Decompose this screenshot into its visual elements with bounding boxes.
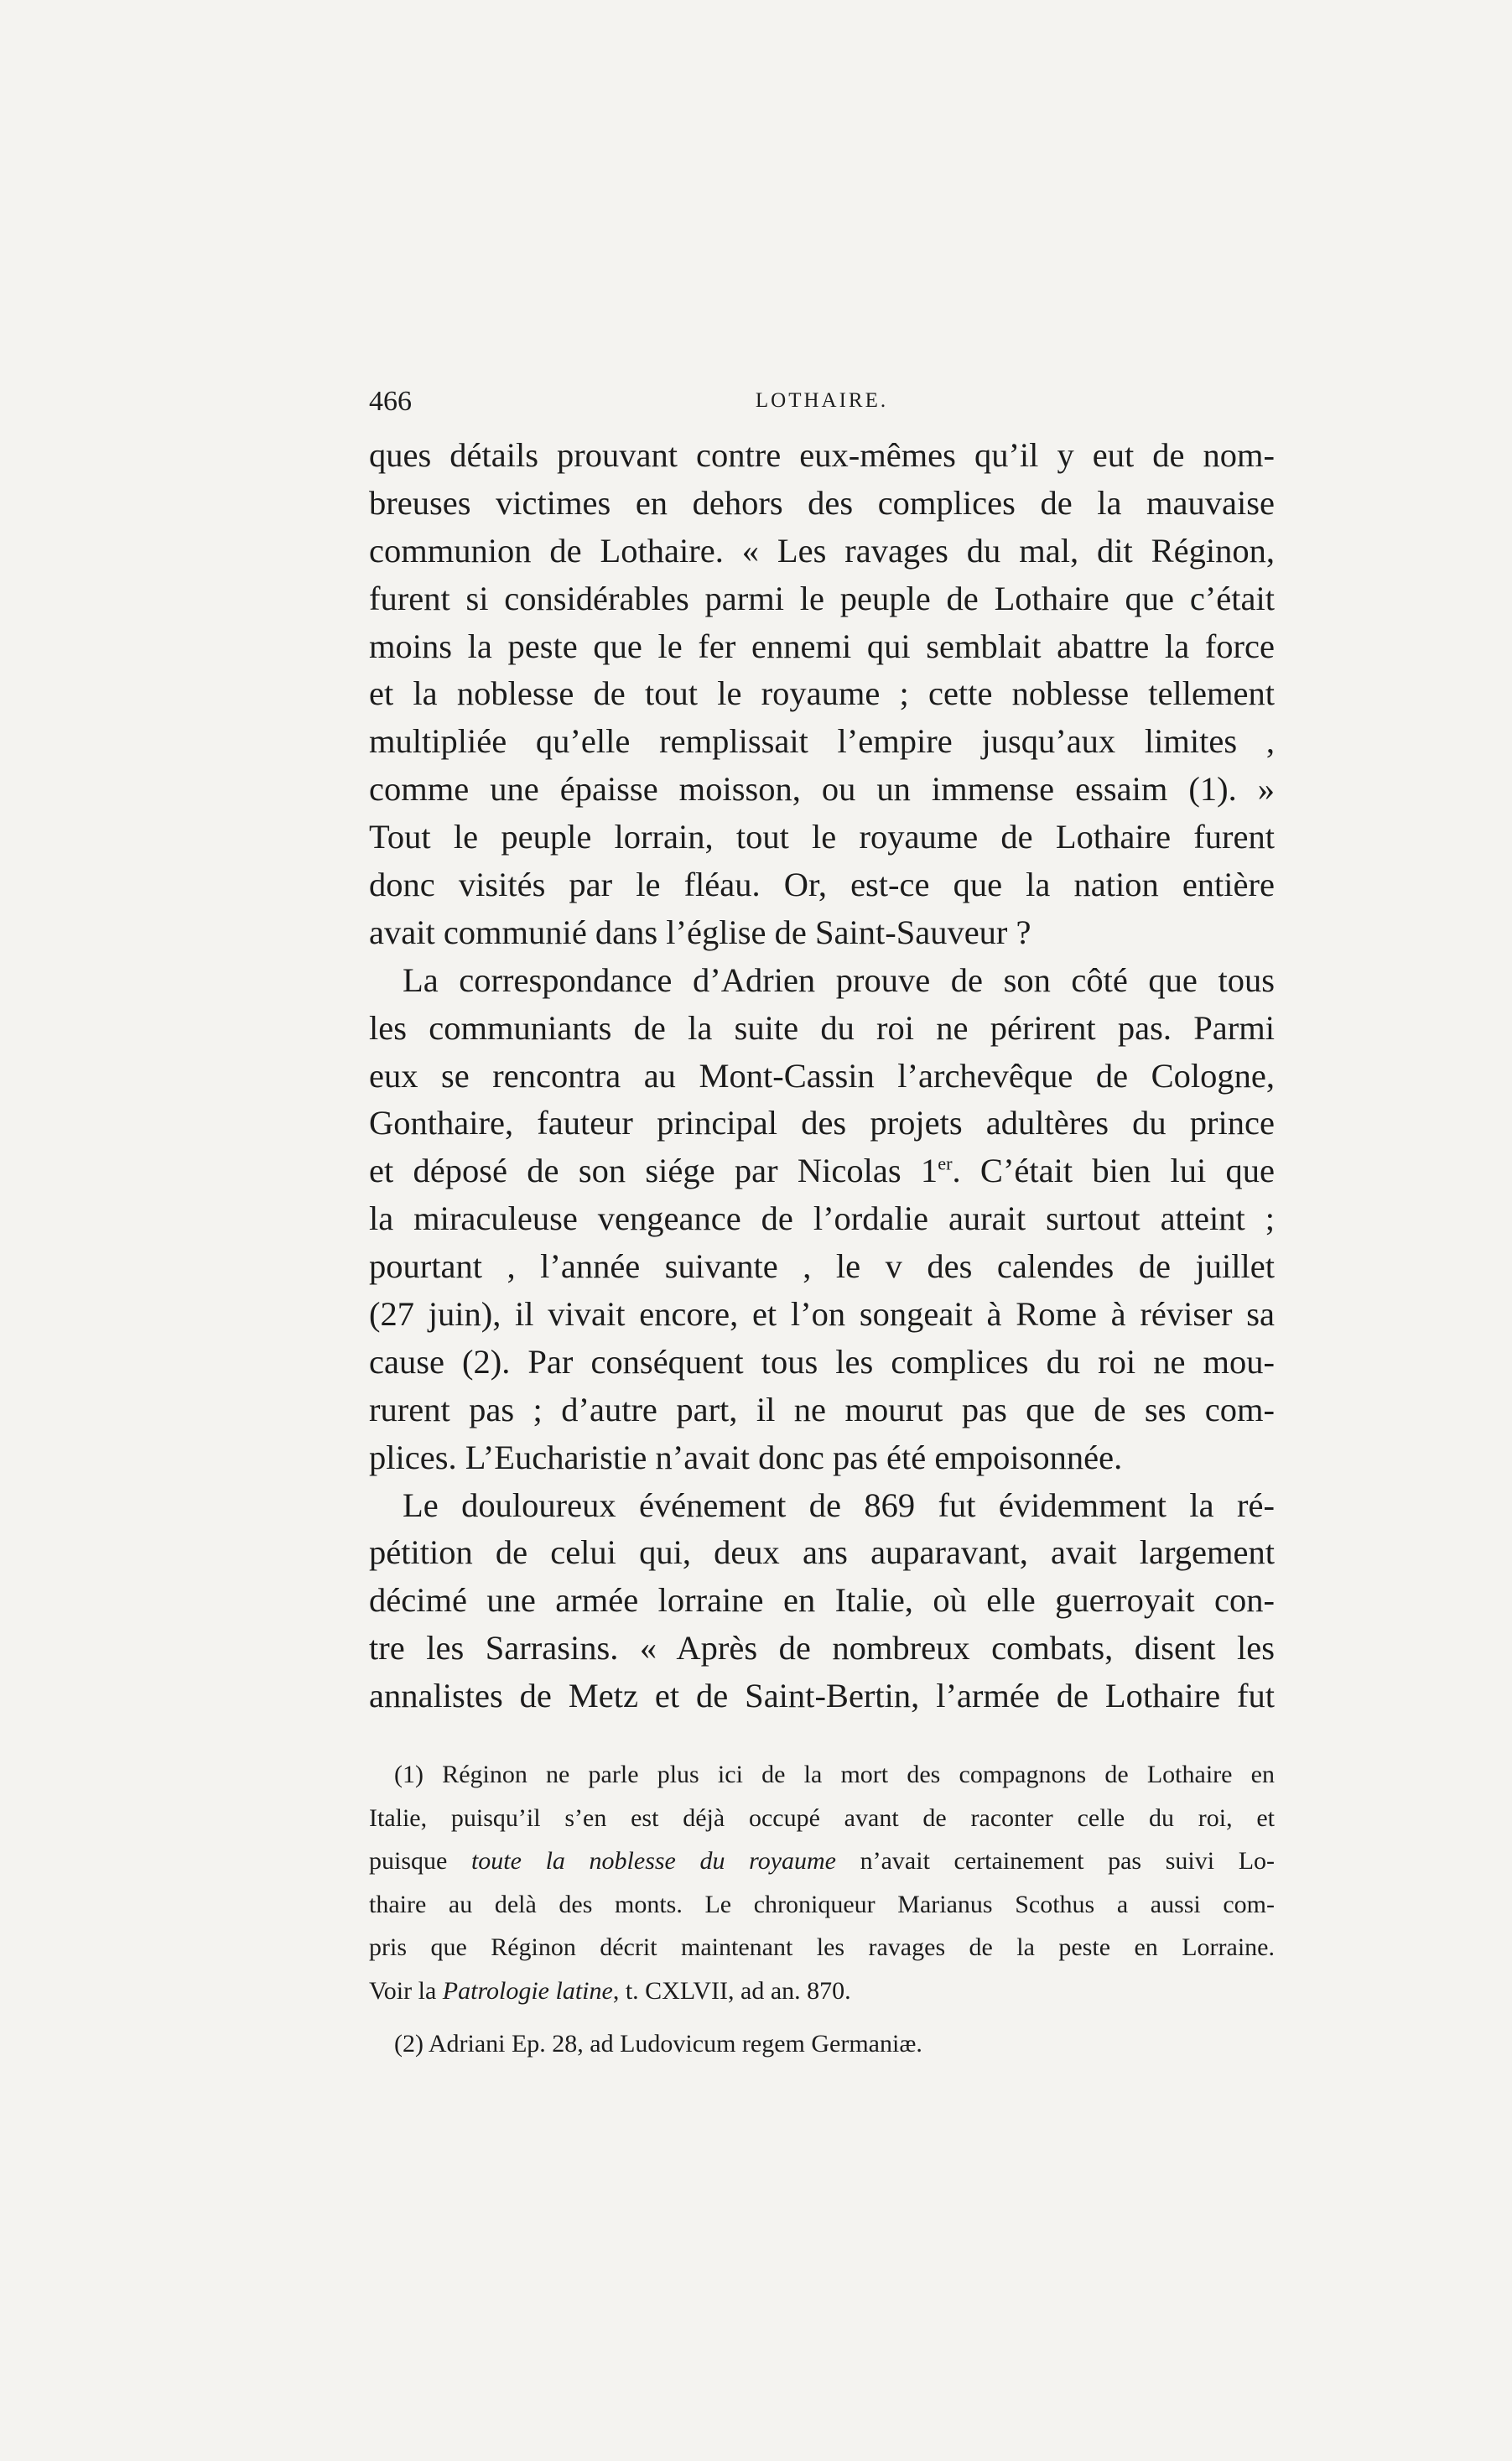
text-line: et la noblesse de tout le royaume ; cette noblesse tellement — [369, 674, 1275, 713]
text-line: (27 juin), il vivait encore, et l’on songeait à Rome à réviser sa — [369, 1295, 1275, 1334]
text-line: multipliée qu’elle remplissait l’empire jusqu’aux limites , — [369, 722, 1275, 761]
footnote-text: n’avait certainement pas suivi Lo- — [836, 1847, 1276, 1875]
footnote-line — [369, 1839, 1275, 1883]
text-line: les communiants de la suite du roi ne périrent pas. Parmi — [369, 1008, 1275, 1047]
text-line-tail: . C’était bien lui que — [952, 1152, 1275, 1190]
text-line: donc visités par le fléau. Or, est-ce que la nation entière — [369, 866, 1275, 904]
footnote-text: puisque — [369, 1847, 471, 1875]
footnote-line — [369, 1969, 1275, 2013]
footnote-line: pris que Réginon décrit maintenant les ravages de la peste en Lorraine. — [369, 1933, 1275, 1961]
footnote-line: Italie, puisqu’il s’en est déjà occupé avant de raconter celle du roi, et — [369, 1803, 1275, 1832]
page-header — [369, 386, 1275, 428]
text-line — [369, 1147, 1275, 1195]
text-line-head: et déposé de son siége par Nicolas 1 — [369, 1152, 938, 1190]
text-line: décimé une armée lorraine en Italie, où elle guerroyait con- — [369, 1581, 1275, 1620]
text-line: ques détails prouvant contre eux-mêmes qu’il y eut de nom- — [369, 436, 1275, 474]
superscript: er — [938, 1152, 953, 1174]
text-line: comme une épaisse moisson, ou un immense essaim (1). » — [369, 770, 1275, 809]
page-number: 466 — [369, 386, 412, 417]
text-line: moins la peste que le fer ennemi qui semblait abattre la force — [369, 627, 1275, 665]
footnote-gap — [369, 2012, 1275, 2022]
text-line: pourtant , l’année suivante , le v des calendes de juillet — [369, 1247, 1275, 1286]
footnote-italic: Patrologie latine — [442, 1976, 613, 2005]
text-line: furent si considérables parmi le peuple de Lothaire que c’était — [369, 579, 1275, 617]
text-line: tre les Sarrasins. « Après de nombreux combats, disent les — [369, 1629, 1275, 1668]
text-line: avait communié dans l’église de Saint-Sauveur ? — [369, 913, 1031, 951]
text-line: annalistes de Metz et de Saint-Bertin, l’armée de Lothaire fut — [369, 1677, 1275, 1715]
footnote-line: (2) Adriani Ep. 28, ad Ludovicum regem Germaniæ. — [394, 2030, 922, 2058]
footnotes — [369, 1753, 1275, 2066]
text-line: Le douloureux événement de 869 fut évidemment la ré- — [403, 1485, 1275, 1524]
text-line: plices. L’Eucharistie n’avait donc pas été empoisonnée. — [369, 1438, 1123, 1476]
text-line: communion de Lothaire. « Les ravages du mal, dit Réginon, — [369, 531, 1275, 570]
main-text — [369, 432, 1275, 1720]
text-line: La correspondance d’Adrien prouve de son côté que tous — [403, 960, 1275, 999]
text-line: Tout le peuple lorrain, tout le royaume de Lothaire furent — [369, 818, 1275, 856]
text-line: breuses victimes en dehors des complices de la mauvaise — [369, 483, 1275, 522]
footnote-italic: toute la noblesse du royaume — [470, 1847, 836, 1875]
text-line: rurent pas ; d’autre part, il ne mourut pas que de ses com- — [369, 1390, 1275, 1428]
footnote-text: , t. CXLVII, ad an. 870. — [612, 1976, 851, 2005]
footnote-text: Voir la — [369, 1976, 443, 2005]
text-line: pétition de celui qui, deux ans auparavant, avait largement — [369, 1533, 1275, 1572]
text-line: Gonthaire, fauteur principal des projets adultères du prince — [369, 1104, 1275, 1142]
running-title: LOTHAIRE. — [755, 389, 889, 412]
footnote-line: (1) Réginon ne parle plus ici de la mort des compagnons de Lothaire en — [394, 1761, 1275, 1788]
text-line: cause (2). Par conséquent tous les complices du roi ne mou- — [369, 1342, 1275, 1381]
text-line: eux se rencontra au Mont-Cassin l’archevêque de Cologne, — [369, 1056, 1275, 1095]
text-line: la miraculeuse vengeance de l’ordalie aurait surtout atteint ; — [369, 1199, 1275, 1238]
footnote-line: thaire au delà des monts. Le chroniqueur Marianus Scothus a aussi com- — [369, 1890, 1275, 1918]
